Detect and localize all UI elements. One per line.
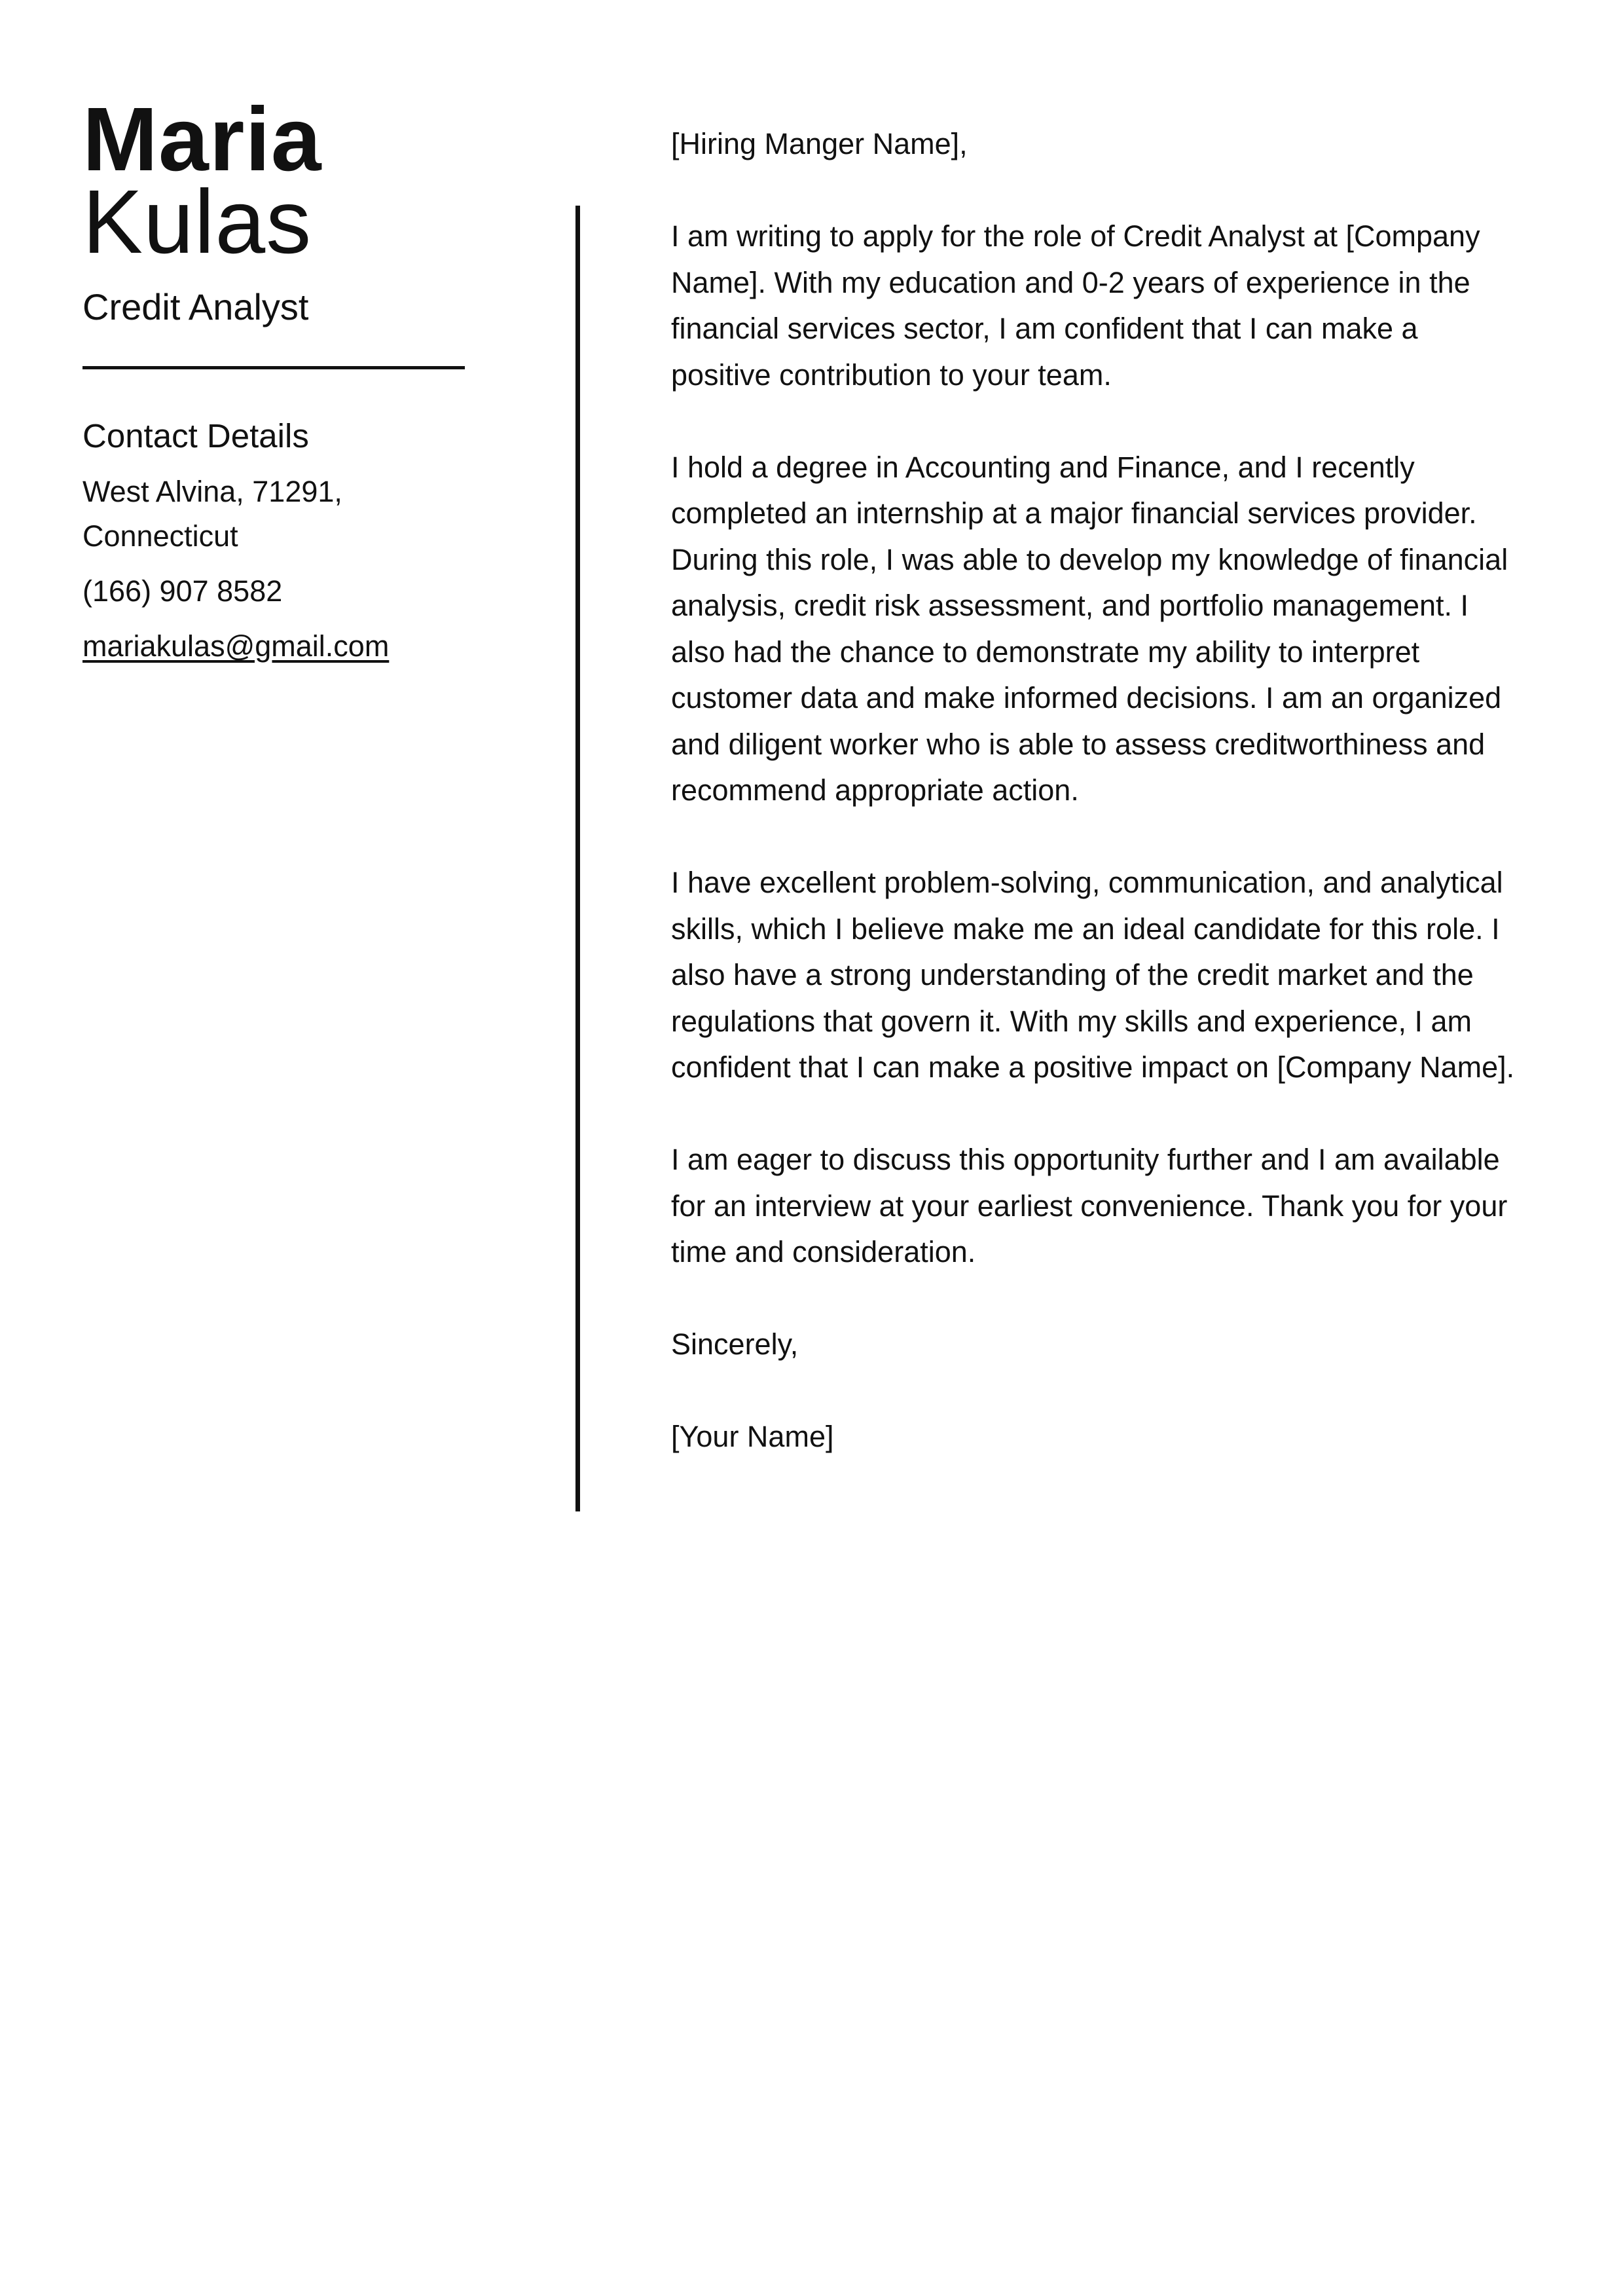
title-divider: [82, 366, 465, 369]
letter-paragraph: I am eager to discuss this opportunity further and I am available for an interview at your earliest convenience. Thank you for your time and consideration.: [671, 1143, 1508, 1268]
letter-paragraph: I am writing to apply for the role of Credit Analyst at [Company Name]. With my education and 0-2 years of experience in the financial services sector, I am confident that I can make a positive contribution to your team.: [671, 219, 1480, 392]
letter-salutation: [Hiring Manger Name],: [671, 127, 968, 160]
vertical-divider: [575, 206, 580, 1511]
contact-phone: (166) 907 8582: [82, 574, 283, 608]
contact-heading: Contact Details: [82, 417, 309, 454]
job-title: Credit Analyst: [82, 286, 309, 327]
letter-paragraph: I have excellent problem-solving, communication, and analytical skills, which I believe make me an ideal candidate for this role. I also have a strong understanding of the credit market and the regulations that govern it. With my skills and experience, I am confident that I can make a positive impact on [Company Name].: [671, 866, 1515, 1084]
candidate-name: [82, 89, 475, 272]
last-name: Kulas: [82, 172, 312, 272]
sidebar: [82, 89, 475, 669]
contact-email-link[interactable]: mariakulas@gmail.com: [82, 629, 390, 663]
contact-address: West Alvina, 71291, Connecticut: [82, 475, 342, 553]
first-name: Maria: [82, 89, 322, 190]
letter-paragraph: I hold a degree in Accounting and Finance, and I recently completed an internship at a major financial services provider. During this role, I was able to develop my knowledge of financial analysis, credit risk assessment, and portfolio management. I also had the chance to demonstrate my ability to interpret customer data and make informed decisions. I am an organized and diligent worker who is able to assess creditworthiness and recommend appropriate action.: [671, 450, 1508, 807]
letter-signature: [Your Name]: [671, 1420, 834, 1453]
letter-body: [671, 121, 1525, 1460]
letter-closing: Sincerely,: [671, 1327, 799, 1361]
